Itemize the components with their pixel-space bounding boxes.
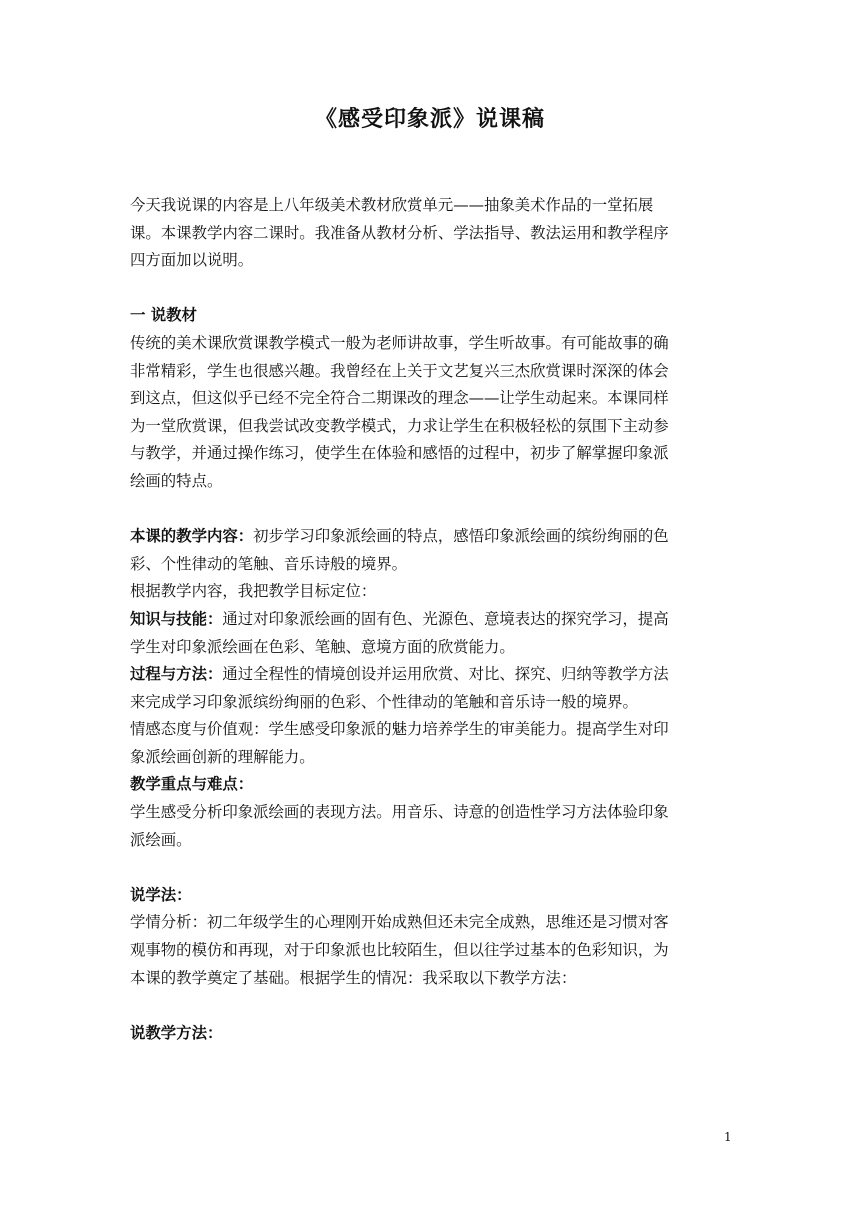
page-number: 1: [724, 1130, 732, 1144]
knowledge-text: 通过对印象派绘画的固有色、光源色、意境表达的探究学习，提高: [222, 609, 669, 628]
study-line: 观事物的模仿和再现，对于印象派也比较陌生，但以往学过基本的色彩知识，为: [130, 941, 669, 960]
blank-line: [130, 496, 732, 524]
content-text: 初步学习印象派绘画的特点，感悟印象派绘画的缤纷绚丽的色: [253, 527, 669, 546]
intro-line: 今天我说课的内容是上八年级美术教材欣赏单元——抽象美术作品的一堂拓展: [130, 196, 654, 214]
content-line: 彩、个性律动的笔触、音乐诗般的境界。: [130, 554, 408, 573]
content-label: 本课的教学内容：: [130, 527, 254, 546]
paragraph-line: 为一堂欣赏课，但我尝试改变教学模式，力求让学生在积极轻松的氛围下主动参: [130, 416, 669, 435]
paragraph-line: 与教学，并通过操作练习，使学生在体验和感悟的过程中，初步了解掌握印象派: [130, 444, 669, 463]
blank-line: [130, 275, 732, 303]
blank-line: [130, 992, 732, 1020]
paragraph-line: 非常精彩，学生也很感兴趣。我曾经在上关于文艺复兴三杰欣赏课时深深的体会: [130, 361, 669, 380]
intro-line: 四方面加以说明。: [130, 251, 254, 270]
intro-line: 课。本课教学内容二课时。我准备从教材分析、学法指导、教法运用和教学程序: [130, 223, 669, 242]
knowledge-label: 知识与技能：: [130, 609, 223, 628]
process-label: 过程与方法：: [130, 665, 223, 684]
section-heading-textbook: 一 说教材: [130, 306, 197, 325]
study-line: 学情分析：初二年级学生的心理刚开始成熟但还未完全成熟，思维还是习惯对客: [130, 913, 669, 932]
knowledge-line: 学生对印象派绘画在色彩、笔触、意境方面的欣赏能力。: [130, 637, 515, 656]
focus-line: 派绘画。: [130, 830, 192, 849]
study-line: 本课的教学奠定了基础。根据学生的情况：我采取以下教学方法：: [130, 968, 577, 987]
emotion-line: 情感态度与价值观：学生感受印象派的魅力培养学生的审美能力。提高学生对印: [130, 720, 669, 739]
process-line: [130, 661, 732, 689]
teaching-method-heading: 说教学方法：: [130, 1023, 223, 1042]
study-method-heading: 说学法：: [130, 885, 192, 904]
focus-line: 学生感受分析印象派绘画的表现方法。用音乐、诗意的创造性学习方法体验印象: [130, 803, 669, 822]
goal-line: 根据教学内容，我把教学目标定位：: [130, 582, 377, 601]
paragraph-line: 到这点，但这似乎已经不完全符合二期课改的理念——让学生动起来。本课同样: [130, 389, 669, 408]
process-line: 来完成学习印象派缤纷绚丽的色彩、个性律动的笔触和音乐诗一般的境界。: [130, 692, 638, 711]
emotion-line: 象派绘画创新的理解能力。: [130, 747, 315, 766]
content-line: [130, 523, 732, 551]
paragraph-line: 绘画的特点。: [130, 471, 223, 490]
focus-heading: 教学重点与难点：: [130, 775, 254, 794]
paragraph-line: 传统的美术课欣赏课教学模式一般为老师讲故事，学生听故事。有可能故事的确: [130, 333, 669, 352]
process-text: 通过全程性的情境创设并运用欣赏、对比、探究、归纳等教学方法: [222, 665, 669, 684]
knowledge-line: [130, 606, 732, 634]
document-body: [130, 192, 732, 1047]
blank-line: [130, 854, 732, 882]
document-title: 《感受印象派》说课稿: [314, 107, 545, 132]
